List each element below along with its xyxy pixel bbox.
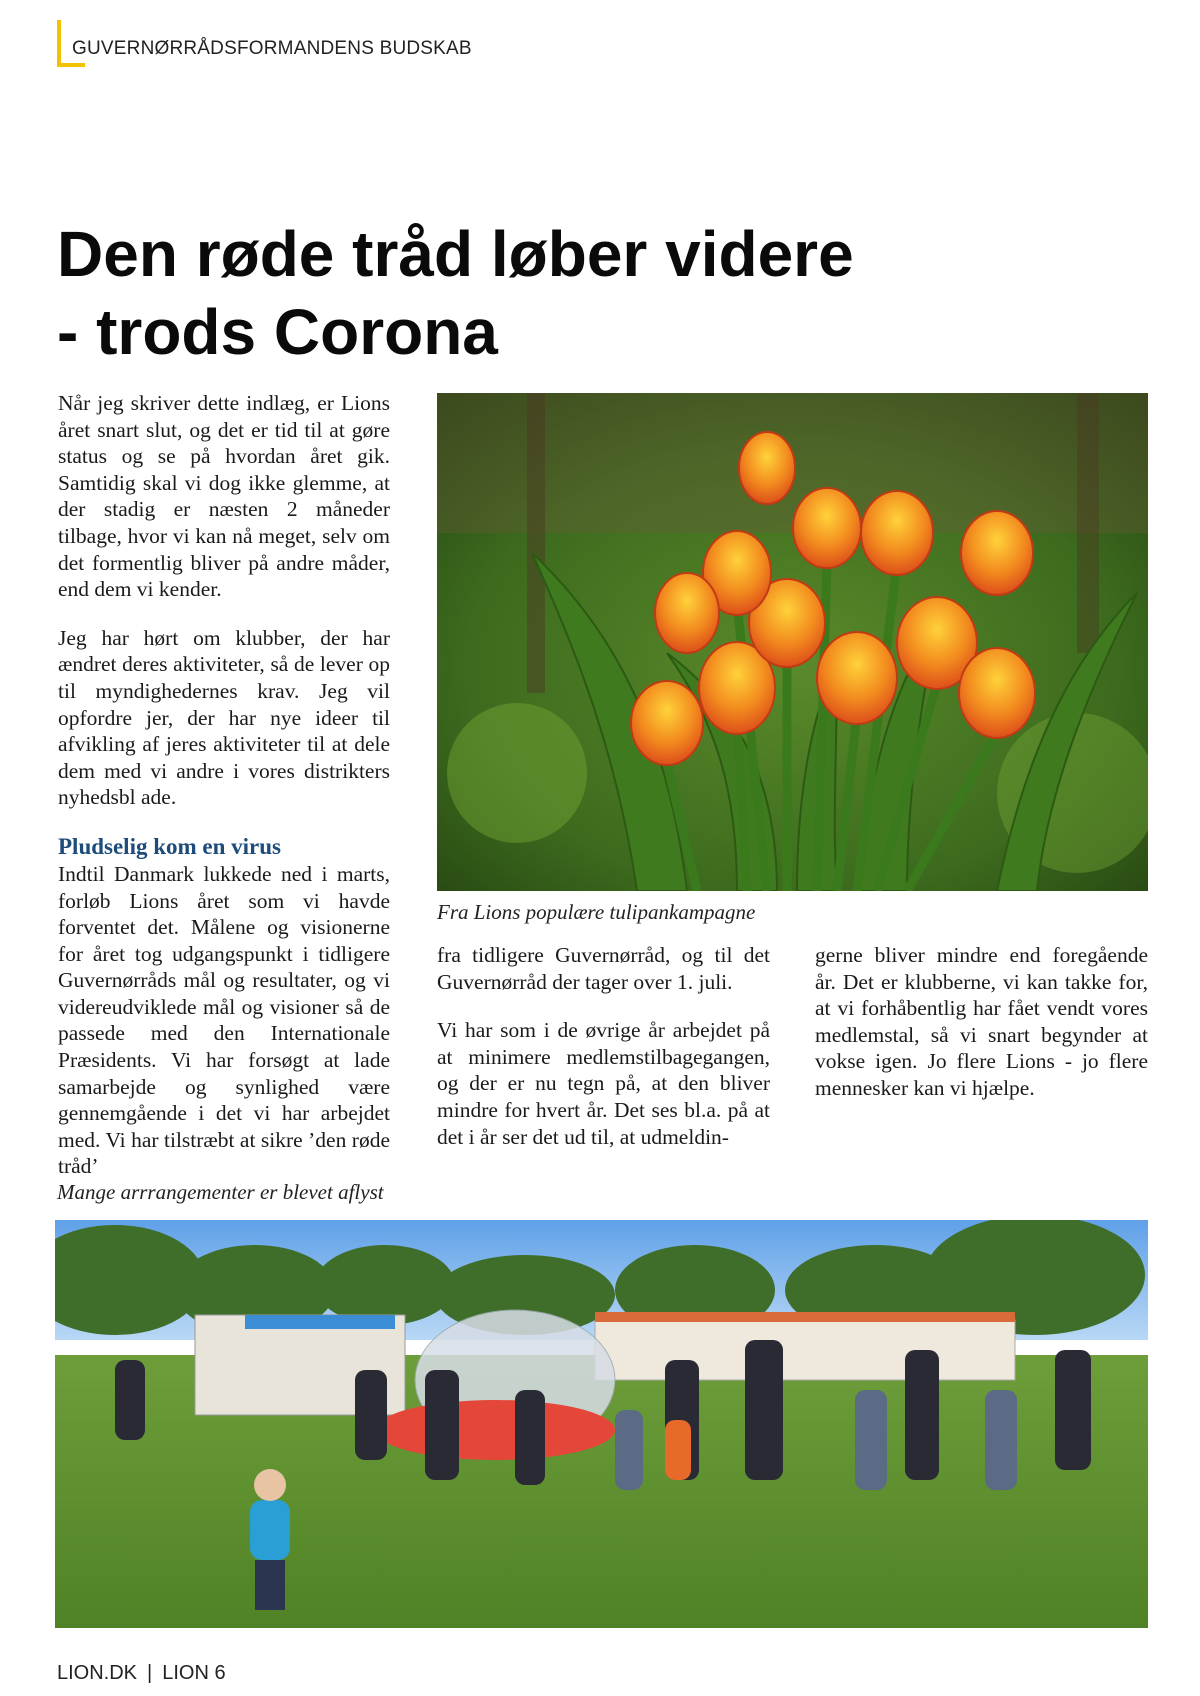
column-2 xyxy=(437,942,770,1150)
paragraph: gerne bliver mindre end foregående år. Det er klubberne, vi kan takke for, at vi forhåbentlig har fået vendt vores medlemstal, så vi snart begynder at vokse igen. Jo flere Lions - jo flere mennesker kan vi hjælpe. xyxy=(815,943,1148,1100)
paragraph: fra tidligere Guvernørråd, og til det Guvernørråd der tager over 1. juli. xyxy=(437,943,770,994)
section-marker-base xyxy=(57,63,85,67)
tulip-caption: Fra Lions populære tulipankampagne xyxy=(437,900,756,924)
paragraph: Indtil Danmark lukkede ned i marts, forløb Lions året som vi havde forventet det. Målene og visionerne for året tog udgangspunkt i tidligere Guvernørråds mål og resultater, og vi videreudviklede mål og visioner så de passede med den Internationale Præsidents. Vi har forsøgt at lade samarbejde og synlighed være gennemgående i det vi har arbejdet med. Vi har tilstræbt at sikre ’den røde tråd’ xyxy=(58,861,390,1179)
footer-site: LION.DK xyxy=(57,1662,138,1684)
article-title xyxy=(57,215,1107,371)
title-line-1: Den røde tråd løber videre xyxy=(57,218,854,290)
tulip-photo xyxy=(437,393,1148,891)
footer-issue: LION 6 xyxy=(162,1662,226,1684)
title-line-2: - trods Corona xyxy=(57,296,498,368)
event-photo xyxy=(55,1220,1148,1628)
footer-separator: | xyxy=(147,1662,153,1684)
subheading: Pludselig kom en virus xyxy=(58,833,282,859)
column-3 xyxy=(815,942,1148,1102)
event-caption: Mange arrrangementer er blevet aflyst xyxy=(57,1180,384,1204)
page-footer xyxy=(57,1662,226,1685)
section-label: GUVERNØRRÅDSFORMANDENS BUDSKAB xyxy=(72,38,472,59)
column-1 xyxy=(58,390,390,1180)
paragraph: Jeg har hørt om klubber, der har ændret deres aktiviteter, så de lever op til myndighedernes krav. Jeg vil opfordre jer, der har nye ideer til afvikling af jeres aktiviteter til at dele dem med vi andre i vores distrikters nyhedsbl ade. xyxy=(58,625,390,810)
paragraph: Når jeg skriver dette indlæg, er Lions året snart slut, og det er tid til at gøre status og se på hvordan året gik. Samtidig skal vi dog ikke glemme, at der stadig er næsten 2 måneder tilbage, hvor vi kan nå meget, selv om det formentlig bliver på andre måder, end dem vi kender. xyxy=(58,391,390,602)
paragraph: Vi har som i de øvrige år arbejdet på at minimere medlemstilbagegangen, og der er nu tegn på, at den bliver mindre for hvert år. Det ses bl.a. på at det i år ser det ud til, at udmeldin- xyxy=(437,1018,770,1149)
section-marker-bar xyxy=(57,20,61,66)
